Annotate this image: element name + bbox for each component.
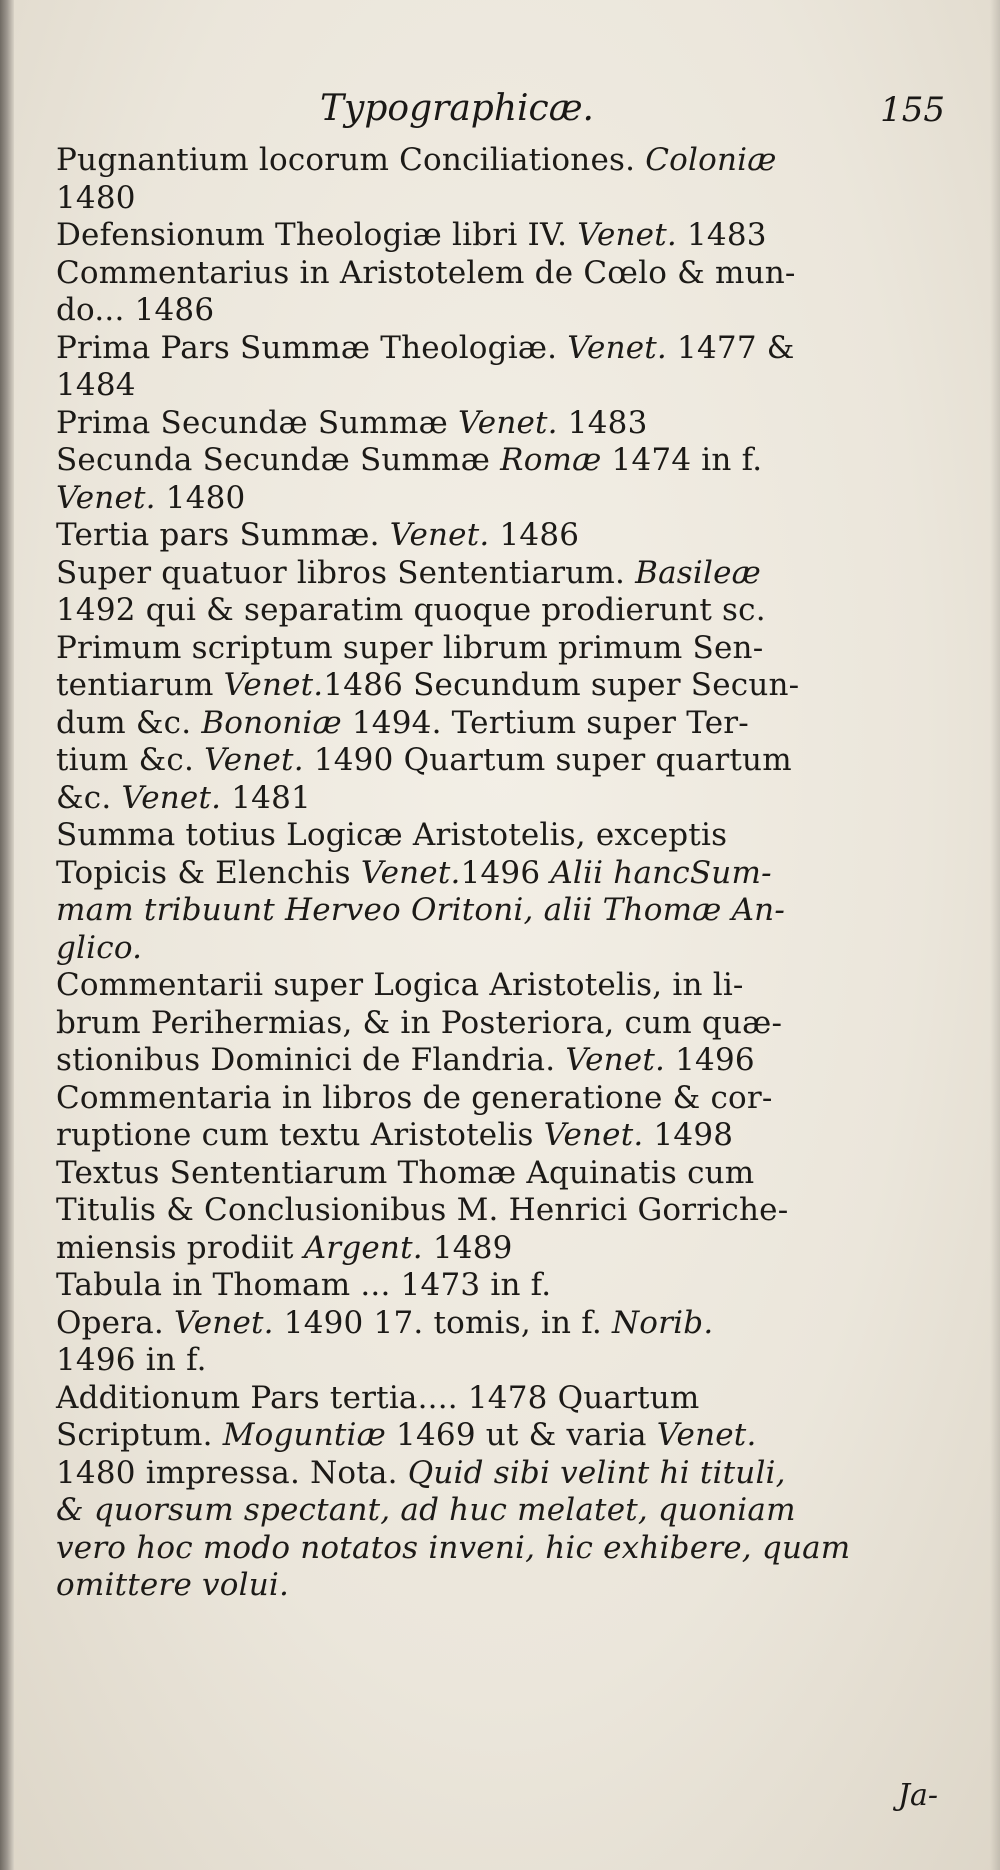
italic-text: Venet. xyxy=(567,329,667,366)
text-line xyxy=(56,892,936,930)
roman-text: Super quatuor libros Sententiarum. xyxy=(56,554,636,591)
roman-text: 1480 xyxy=(56,179,136,216)
roman-text: Primum scriptum super librum primum Sen- xyxy=(56,629,764,666)
roman-text: tium &c. xyxy=(56,742,205,778)
italic-text: Venet. xyxy=(360,854,461,891)
italic-text: mam tribuunt Herveo Oritoni, alii Thomæ An- xyxy=(56,892,786,928)
roman-text: ruptione cum textu Aristotelis xyxy=(56,1117,544,1153)
roman-text: 1489 xyxy=(422,1229,513,1266)
roman-text: 1477 & xyxy=(667,329,795,366)
roman-text: &c. xyxy=(56,779,122,816)
roman-text: Tertia pars Summæ. xyxy=(56,517,390,553)
italic-text: Venet. xyxy=(223,667,324,703)
text-line xyxy=(56,1417,936,1455)
text-line xyxy=(56,555,936,593)
roman-text: 1498 xyxy=(643,1117,734,1153)
italic-text: Basileæ xyxy=(635,554,761,591)
text-line xyxy=(56,780,936,818)
roman-text: 1469 ut & varia xyxy=(386,1417,657,1453)
roman-text: 1484 xyxy=(56,367,136,403)
text-line xyxy=(56,1567,936,1605)
body-text xyxy=(56,142,936,1605)
roman-text: Commentarii super Logica Aristotelis, in li- xyxy=(56,967,744,1003)
roman-text: Summa totius Logicæ Aristotelis, exceptis xyxy=(56,817,728,853)
italic-text: & quorsum spectant, ad huc melatet, quoniam xyxy=(56,1492,796,1528)
text-line xyxy=(56,480,936,518)
roman-text: 1474 in f. xyxy=(601,442,763,478)
roman-text: 1492 qui & separatim quoque prodierunt sc. xyxy=(56,592,766,628)
roman-text: 1480 impressa. Nota. xyxy=(56,1454,408,1491)
text-line xyxy=(56,630,936,668)
italic-text: glico. xyxy=(56,929,143,966)
italic-text: Venet. xyxy=(656,1417,757,1453)
roman-text: 1486 xyxy=(489,517,580,553)
roman-text: 1494. Tertium super Ter- xyxy=(341,704,749,741)
roman-text: dum &c. xyxy=(56,704,202,741)
roman-text: Titulis & Conclusionibus M. Henrici Gorriche- xyxy=(56,1192,789,1228)
roman-text: miensis prodiit xyxy=(56,1229,304,1266)
text-line xyxy=(56,1230,936,1268)
roman-text: Pugnantium locorum Conciliationes. xyxy=(56,142,646,178)
text-line xyxy=(56,1155,936,1193)
roman-text: 1496 xyxy=(665,1042,755,1078)
roman-text: do... 1486 xyxy=(56,292,215,328)
catchword: Ja- xyxy=(897,1778,938,1813)
roman-text: 1490 17. tomis, in f. xyxy=(273,1304,612,1341)
italic-text: Bononiæ xyxy=(201,704,342,741)
italic-text: Venet. xyxy=(577,217,677,253)
text-line xyxy=(56,1267,936,1305)
text-line xyxy=(56,1117,936,1155)
roman-text: 1490 Quartum super quartum xyxy=(303,742,792,778)
text-line xyxy=(56,405,936,443)
italic-text: Venet. xyxy=(174,1304,274,1341)
binding-gutter xyxy=(0,0,14,1870)
text-line xyxy=(56,1042,936,1080)
text-line xyxy=(56,930,936,968)
text-line xyxy=(56,1080,936,1118)
text-line xyxy=(56,1530,936,1568)
text-line xyxy=(56,855,936,893)
roman-text: 1496 in f. xyxy=(56,1342,207,1378)
running-head: Typographicæ. xyxy=(320,88,594,129)
text-line xyxy=(56,1492,936,1530)
italic-text: Venet. xyxy=(543,1117,644,1153)
italic-text: Alii hancSum- xyxy=(550,854,772,891)
page-number: 155 xyxy=(880,90,945,130)
italic-text: Argent. xyxy=(303,1229,423,1266)
text-line xyxy=(56,367,936,405)
roman-text: brum Perihermias, & in Posteriora, cum quæ- xyxy=(56,1004,783,1041)
italic-text: Romæ xyxy=(500,442,602,478)
text-line xyxy=(56,180,936,218)
text-line xyxy=(56,667,936,705)
text-line xyxy=(56,1305,936,1343)
italic-text: Venet. xyxy=(565,1042,666,1078)
italic-text: Moguntiæ xyxy=(222,1417,386,1453)
roman-text: 1481 xyxy=(221,779,311,816)
roman-text: Commentarius in Aristotelem de Cœlo & mun- xyxy=(56,254,796,291)
roman-text: stionibus Dominici de Flandria. xyxy=(56,1042,566,1078)
roman-text: 1480 xyxy=(155,479,246,516)
text-line xyxy=(56,292,936,330)
text-line xyxy=(56,1342,936,1380)
roman-text: Textus Sententiarum Thomæ Aquinatis cum xyxy=(56,1154,755,1191)
text-line xyxy=(56,517,936,555)
text-line xyxy=(56,592,936,630)
italic-text: Venet. xyxy=(56,479,156,516)
italic-text: Venet. xyxy=(458,404,558,441)
roman-text: Additionum Pars tertia.... 1478 Quartum xyxy=(56,1379,700,1416)
text-line xyxy=(56,742,936,780)
roman-text: Scriptum. xyxy=(56,1417,223,1453)
text-line xyxy=(56,1192,936,1230)
roman-text: Topicis & Elenchis xyxy=(56,854,361,891)
roman-text: Tabula in Thomam ... 1473 in f. xyxy=(56,1267,552,1303)
italic-text: Norib. xyxy=(611,1304,714,1341)
text-line xyxy=(56,967,936,1005)
italic-text: Venet. xyxy=(389,517,490,553)
roman-text: 1483 xyxy=(676,217,767,253)
text-line xyxy=(56,255,936,293)
text-line xyxy=(56,142,936,180)
italic-text: Coloniæ xyxy=(645,142,777,178)
roman-text: tentiarum xyxy=(56,667,224,703)
text-line xyxy=(56,1380,936,1418)
page-header xyxy=(60,88,945,138)
roman-text: 1483 xyxy=(557,404,648,441)
roman-text: Defensionum Theologiæ libri IV. xyxy=(56,217,578,253)
roman-text: 1486 Secundum super Secun- xyxy=(323,667,800,703)
italic-text: Quid sibi velint hi tituli, xyxy=(407,1454,786,1491)
roman-text: Prima Secundæ Summæ xyxy=(56,404,459,441)
italic-text: Venet. xyxy=(204,742,304,778)
italic-text: Venet. xyxy=(121,779,222,816)
text-line xyxy=(56,217,936,255)
italic-text: omittere volui. xyxy=(56,1567,290,1603)
text-line xyxy=(56,817,936,855)
text-line xyxy=(56,1455,936,1493)
roman-text: Prima Pars Summæ Theologiæ. xyxy=(56,329,568,366)
page-edge-shadow xyxy=(990,0,1000,1870)
roman-text: 1496 xyxy=(460,854,551,891)
text-line xyxy=(56,1005,936,1043)
roman-text: Secunda Secundæ Summæ xyxy=(56,442,501,478)
text-line xyxy=(56,330,936,368)
roman-text: Opera. xyxy=(56,1304,175,1341)
italic-text: vero hoc modo notatos inveni, hic exhibere, quam xyxy=(56,1529,851,1566)
text-line xyxy=(56,705,936,743)
text-line xyxy=(56,442,936,480)
roman-text: Commentaria in libros de generatione & cor- xyxy=(56,1079,773,1116)
